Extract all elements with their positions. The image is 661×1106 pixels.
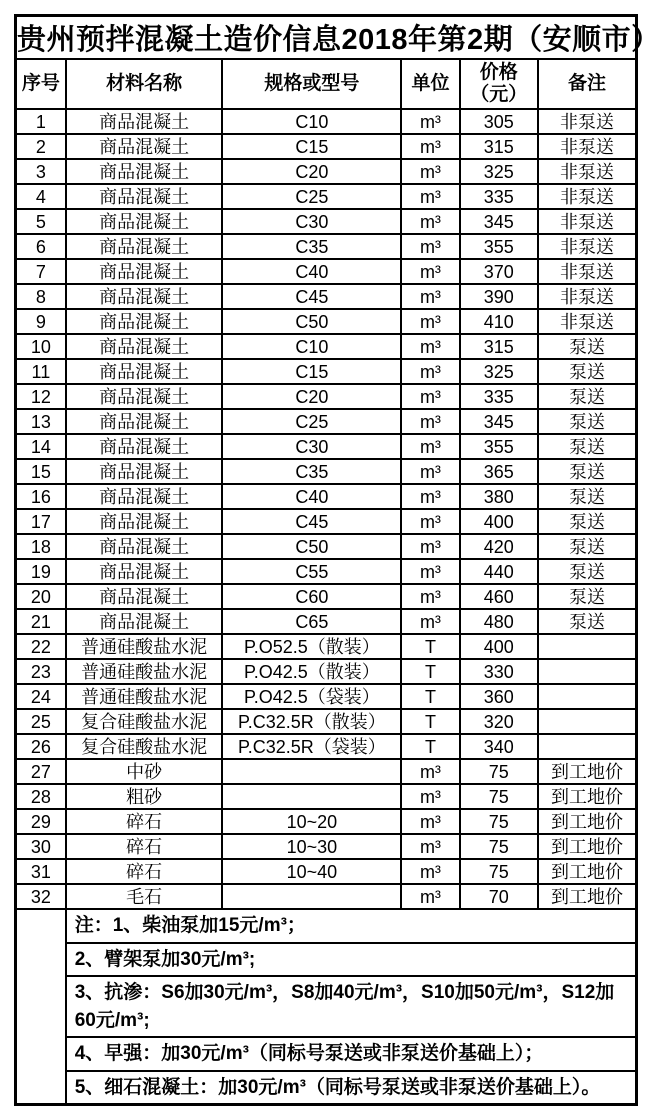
seq-cell: 3: [16, 159, 66, 184]
seq-cell: 30: [16, 834, 66, 859]
material-cell: 商品混凝土: [66, 609, 223, 634]
seq-cell: 21: [16, 609, 66, 634]
note-line: 2、臂架泵加30元/m³;: [66, 943, 637, 977]
price-cell: 410: [460, 309, 538, 334]
table-header-row: [16, 59, 637, 109]
header-remark: 备注: [538, 59, 637, 109]
price-cell: 345: [460, 209, 538, 234]
price-cell: 370: [460, 259, 538, 284]
spec-cell: C45: [222, 509, 401, 534]
material-cell: 商品混凝土: [66, 334, 223, 359]
remark-cell: 到工地价: [538, 759, 637, 784]
unit-cell: m³: [401, 359, 459, 384]
table-row: [16, 709, 637, 734]
remark-cell: 泵送: [538, 384, 637, 409]
table-row: [16, 234, 637, 259]
seq-cell: 10: [16, 334, 66, 359]
note-line: 3、抗渗：S6加30元/m³，S8加40元/m³，S10加50元/m³，S12加60元/m³;: [66, 976, 637, 1037]
material-cell: 复合硅酸盐水泥: [66, 734, 223, 759]
remark-cell: 非泵送: [538, 234, 637, 259]
note-line: 5、细石混凝土：加30元/m³（同标号泵送或非泵送价基础上）。: [66, 1071, 637, 1105]
remark-cell: [538, 734, 637, 759]
remark-cell: 泵送: [538, 409, 637, 434]
material-cell: 商品混凝土: [66, 259, 223, 284]
note-row: [16, 943, 637, 977]
price-cell: 305: [460, 109, 538, 134]
table-row: [16, 759, 637, 784]
spec-cell: C35: [222, 459, 401, 484]
material-cell: 中砂: [66, 759, 223, 784]
spec-cell: P.O42.5（袋装）: [222, 684, 401, 709]
price-cell: 340: [460, 734, 538, 759]
table-row: [16, 634, 637, 659]
table-row: [16, 484, 637, 509]
spec-cell: C60: [222, 584, 401, 609]
remark-cell: 泵送: [538, 559, 637, 584]
note-row: [16, 1071, 637, 1105]
price-cell: 390: [460, 284, 538, 309]
note-line: 4、早强：加30元/m³（同标号泵送或非泵送价基础上）；: [66, 1037, 637, 1071]
price-cell: 75: [460, 859, 538, 884]
material-cell: 碎石: [66, 859, 223, 884]
seq-cell: 20: [16, 584, 66, 609]
spec-cell: C25: [222, 184, 401, 209]
unit-cell: m³: [401, 509, 459, 534]
seq-cell: 18: [16, 534, 66, 559]
remark-cell: 非泵送: [538, 159, 637, 184]
seq-cell: 8: [16, 284, 66, 309]
spec-cell: C45: [222, 284, 401, 309]
spec-cell: C30: [222, 434, 401, 459]
material-cell: 商品混凝土: [66, 284, 223, 309]
table-row: [16, 334, 637, 359]
spec-cell: C15: [222, 359, 401, 384]
spec-cell: C20: [222, 384, 401, 409]
remark-cell: 到工地价: [538, 884, 637, 909]
unit-cell: m³: [401, 134, 459, 159]
header-seq: 序号: [16, 59, 66, 109]
table-row: [16, 284, 637, 309]
unit-cell: m³: [401, 859, 459, 884]
seq-cell: 1: [16, 109, 66, 134]
remark-cell: 非泵送: [538, 184, 637, 209]
header-price: [460, 59, 538, 109]
table-row: [16, 584, 637, 609]
material-cell: 商品混凝土: [66, 309, 223, 334]
remark-cell: 泵送: [538, 509, 637, 534]
spec-cell: P.C32.5R（袋装）: [222, 734, 401, 759]
unit-cell: m³: [401, 609, 459, 634]
table-row: [16, 834, 637, 859]
material-cell: 商品混凝土: [66, 559, 223, 584]
spec-cell: C20: [222, 159, 401, 184]
spec-cell: P.O42.5（散装）: [222, 659, 401, 684]
price-cell: 355: [460, 234, 538, 259]
remark-cell: 泵送: [538, 334, 637, 359]
unit-cell: m³: [401, 459, 459, 484]
remark-cell: 非泵送: [538, 209, 637, 234]
seq-cell: 7: [16, 259, 66, 284]
table-row: [16, 459, 637, 484]
unit-cell: m³: [401, 384, 459, 409]
remark-cell: [538, 634, 637, 659]
table-row: [16, 809, 637, 834]
remark-cell: 泵送: [538, 609, 637, 634]
table-row: [16, 884, 637, 909]
material-cell: 普通硅酸盐水泥: [66, 684, 223, 709]
remark-cell: 非泵送: [538, 309, 637, 334]
unit-cell: T: [401, 709, 459, 734]
price-cell: 335: [460, 184, 538, 209]
unit-cell: m³: [401, 334, 459, 359]
table-row: [16, 659, 637, 684]
price-cell: 360: [460, 684, 538, 709]
price-cell: 320: [460, 709, 538, 734]
unit-cell: m³: [401, 159, 459, 184]
table-row: [16, 609, 637, 634]
table-body: [16, 109, 637, 909]
unit-cell: m³: [401, 434, 459, 459]
material-cell: 商品混凝土: [66, 584, 223, 609]
spec-cell: C15: [222, 134, 401, 159]
seq-cell: 26: [16, 734, 66, 759]
price-cell: 330: [460, 659, 538, 684]
unit-cell: m³: [401, 409, 459, 434]
material-cell: 粗砂: [66, 784, 223, 809]
material-cell: 商品混凝土: [66, 184, 223, 209]
material-cell: 普通硅酸盐水泥: [66, 659, 223, 684]
seq-cell: 22: [16, 634, 66, 659]
seq-cell: 23: [16, 659, 66, 684]
spec-cell: P.O52.5（散装）: [222, 634, 401, 659]
seq-cell: 9: [16, 309, 66, 334]
price-cell: 325: [460, 159, 538, 184]
table-row: [16, 509, 637, 534]
table-row: [16, 359, 637, 384]
table-row: [16, 184, 637, 209]
spec-cell: C30: [222, 209, 401, 234]
table-row: [16, 409, 637, 434]
seq-cell: 4: [16, 184, 66, 209]
unit-cell: m³: [401, 809, 459, 834]
material-cell: 商品混凝土: [66, 409, 223, 434]
page-title: 贵州预拌混凝土造价信息2018年第2期（安顺市）: [16, 16, 637, 60]
price-cell: 75: [460, 759, 538, 784]
seq-cell: 12: [16, 384, 66, 409]
material-cell: 碎石: [66, 834, 223, 859]
spec-cell: C10: [222, 334, 401, 359]
price-cell: 420: [460, 534, 538, 559]
spec-cell: C65: [222, 609, 401, 634]
price-cell: 345: [460, 409, 538, 434]
price-cell: 315: [460, 334, 538, 359]
unit-cell: T: [401, 734, 459, 759]
spec-cell: C40: [222, 259, 401, 284]
seq-cell: 5: [16, 209, 66, 234]
spec-cell: C40: [222, 484, 401, 509]
spec-cell: C50: [222, 309, 401, 334]
spec-cell: 10~20: [222, 809, 401, 834]
unit-cell: m³: [401, 534, 459, 559]
unit-cell: m³: [401, 209, 459, 234]
spec-cell: 10~30: [222, 834, 401, 859]
material-cell: 商品混凝土: [66, 459, 223, 484]
unit-cell: T: [401, 684, 459, 709]
table-row: [16, 859, 637, 884]
table-row: [16, 384, 637, 409]
unit-cell: m³: [401, 484, 459, 509]
note-row: [16, 1037, 637, 1071]
remark-cell: 到工地价: [538, 859, 637, 884]
notes-left-margin-cell: [16, 909, 66, 1105]
header-spec: 规格或型号: [222, 59, 401, 109]
seq-cell: 24: [16, 684, 66, 709]
price-cell: 325: [460, 359, 538, 384]
unit-cell: m³: [401, 784, 459, 809]
material-cell: 商品混凝土: [66, 484, 223, 509]
material-cell: 商品混凝土: [66, 384, 223, 409]
spec-cell: C50: [222, 534, 401, 559]
seq-cell: 29: [16, 809, 66, 834]
note-line: 注：1、柴油泵加15元/m³；: [66, 909, 637, 943]
unit-cell: m³: [401, 884, 459, 909]
material-cell: 碎石: [66, 809, 223, 834]
remark-cell: 到工地价: [538, 809, 637, 834]
header-price-line2: （元）: [470, 84, 528, 105]
header-price-line1: 价格: [479, 62, 518, 84]
unit-cell: m³: [401, 234, 459, 259]
spec-cell: [222, 784, 401, 809]
remark-cell: 非泵送: [538, 109, 637, 134]
spec-cell: 10~40: [222, 859, 401, 884]
table-row: [16, 784, 637, 809]
material-cell: 复合硅酸盐水泥: [66, 709, 223, 734]
table-row: [16, 684, 637, 709]
price-cell: 400: [460, 509, 538, 534]
seq-cell: 17: [16, 509, 66, 534]
seq-cell: 25: [16, 709, 66, 734]
seq-cell: 27: [16, 759, 66, 784]
seq-cell: 6: [16, 234, 66, 259]
material-cell: 商品混凝土: [66, 434, 223, 459]
remark-cell: 泵送: [538, 359, 637, 384]
remark-cell: 非泵送: [538, 259, 637, 284]
table-row: [16, 734, 637, 759]
remark-cell: 泵送: [538, 459, 637, 484]
material-cell: 商品混凝土: [66, 534, 223, 559]
table-row: [16, 209, 637, 234]
seq-cell: 14: [16, 434, 66, 459]
unit-cell: m³: [401, 184, 459, 209]
price-table: [14, 14, 661, 1106]
note-row: [16, 976, 637, 1037]
table-row: [16, 134, 637, 159]
price-cell: 460: [460, 584, 538, 609]
remark-cell: 非泵送: [538, 284, 637, 309]
price-cell: 335: [460, 384, 538, 409]
seq-cell: 2: [16, 134, 66, 159]
unit-cell: m³: [401, 109, 459, 134]
remark-cell: 到工地价: [538, 784, 637, 809]
header-material: 材料名称: [66, 59, 223, 109]
table-row: [16, 309, 637, 334]
unit-cell: T: [401, 634, 459, 659]
price-cell: 380: [460, 484, 538, 509]
unit-cell: m³: [401, 309, 459, 334]
seq-cell: 28: [16, 784, 66, 809]
material-cell: 商品混凝土: [66, 159, 223, 184]
seq-cell: 31: [16, 859, 66, 884]
table-row: [16, 259, 637, 284]
remark-cell: 泵送: [538, 434, 637, 459]
remark-cell: [538, 659, 637, 684]
header-unit: 单位: [401, 59, 459, 109]
table-row: [16, 534, 637, 559]
remark-cell: [538, 684, 637, 709]
price-cell: 75: [460, 784, 538, 809]
spec-cell: C35: [222, 234, 401, 259]
material-cell: 商品混凝土: [66, 209, 223, 234]
spec-cell: [222, 884, 401, 909]
price-cell: 480: [460, 609, 538, 634]
unit-cell: T: [401, 659, 459, 684]
remark-cell: [538, 709, 637, 734]
table-row: [16, 159, 637, 184]
spec-cell: P.C32.5R（散装）: [222, 709, 401, 734]
spec-cell: [222, 759, 401, 784]
price-cell: 440: [460, 559, 538, 584]
remark-cell: 非泵送: [538, 134, 637, 159]
remark-cell: 泵送: [538, 584, 637, 609]
seq-cell: 19: [16, 559, 66, 584]
material-cell: 商品混凝土: [66, 109, 223, 134]
title-row: [16, 16, 637, 60]
material-cell: 普通硅酸盐水泥: [66, 634, 223, 659]
unit-cell: m³: [401, 559, 459, 584]
price-cell: 70: [460, 884, 538, 909]
price-cell: 315: [460, 134, 538, 159]
price-cell: 75: [460, 809, 538, 834]
table-row: [16, 109, 637, 134]
material-cell: 商品混凝土: [66, 234, 223, 259]
spec-cell: C10: [222, 109, 401, 134]
material-cell: 商品混凝土: [66, 509, 223, 534]
seq-cell: 15: [16, 459, 66, 484]
seq-cell: 13: [16, 409, 66, 434]
note-row: [16, 909, 637, 943]
spec-cell: C25: [222, 409, 401, 434]
table-row: [16, 559, 637, 584]
table-row: [16, 434, 637, 459]
unit-cell: m³: [401, 584, 459, 609]
material-cell: 商品混凝土: [66, 359, 223, 384]
remark-cell: 泵送: [538, 534, 637, 559]
remark-cell: 泵送: [538, 484, 637, 509]
remark-cell: 到工地价: [538, 834, 637, 859]
material-cell: 毛石: [66, 884, 223, 909]
price-cell: 355: [460, 434, 538, 459]
unit-cell: m³: [401, 834, 459, 859]
unit-cell: m³: [401, 759, 459, 784]
spec-cell: C55: [222, 559, 401, 584]
seq-cell: 32: [16, 884, 66, 909]
price-cell: 75: [460, 834, 538, 859]
price-cell: 400: [460, 634, 538, 659]
unit-cell: m³: [401, 284, 459, 309]
seq-cell: 16: [16, 484, 66, 509]
notes-section: [16, 909, 637, 1105]
unit-cell: m³: [401, 259, 459, 284]
price-cell: 365: [460, 459, 538, 484]
material-cell: 商品混凝土: [66, 134, 223, 159]
seq-cell: 11: [16, 359, 66, 384]
